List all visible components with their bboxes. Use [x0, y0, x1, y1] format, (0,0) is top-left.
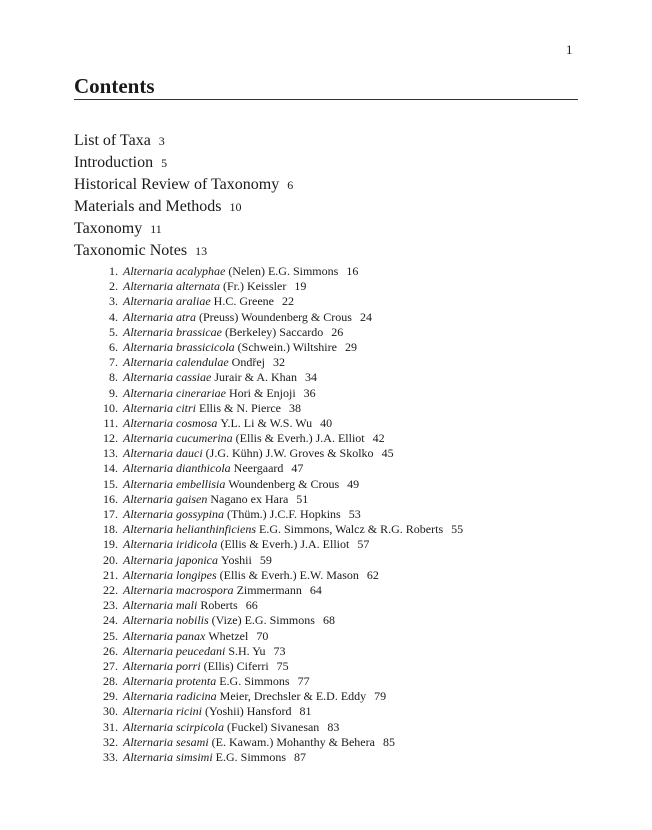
note-page: 34 — [304, 370, 317, 385]
species-name: Alternaria alternata — [123, 279, 220, 294]
note-page: 24 — [359, 309, 372, 324]
species-authority: (Schwein.) Wiltshire — [237, 339, 337, 354]
note-page: 40 — [320, 415, 333, 430]
note-entry — [96, 294, 463, 309]
species-name: Alternaria macrospora — [123, 582, 234, 597]
note-number: 9. — [109, 385, 118, 400]
species-name: Alternaria iridicola — [123, 537, 218, 552]
species-authority: Nagano ex Hara — [210, 491, 289, 506]
note-number: 5. — [109, 324, 118, 339]
note-number: 7. — [109, 355, 118, 370]
note-number: 2. — [109, 279, 118, 294]
note-entry — [96, 325, 463, 340]
section-label: Taxonomy — [74, 220, 143, 237]
note-page: 83 — [327, 719, 340, 734]
note-number: 32. — [103, 734, 118, 749]
note-number: 13. — [103, 446, 118, 461]
species-authority: Ellis & N. Pierce — [199, 400, 281, 415]
note-entry — [96, 598, 463, 613]
section-label: Materials and Methods — [74, 198, 222, 215]
species-name: Alternaria brassicicola — [123, 339, 235, 354]
species-authority: (Ellis & Everh.) J.A. Elliot — [235, 431, 365, 446]
species-name: Alternaria calendulae — [123, 355, 229, 370]
note-number: 6. — [109, 339, 118, 354]
note-entry — [96, 416, 463, 431]
note-number: 22. — [103, 582, 118, 597]
section-entry — [74, 152, 293, 174]
note-page: 73 — [273, 643, 286, 658]
note-page: 42 — [372, 431, 385, 446]
note-number: 31. — [103, 719, 118, 734]
note-number: 25. — [103, 628, 118, 643]
section-page: 11 — [150, 222, 162, 236]
note-entry — [96, 431, 463, 446]
section-entry — [74, 130, 293, 152]
species-name: Alternaria cassiae — [123, 370, 212, 385]
note-entry — [96, 264, 463, 279]
note-page: 64 — [309, 582, 322, 597]
note-entry — [96, 704, 463, 719]
note-number: 27. — [103, 658, 118, 673]
species-authority: (Nelen) E.G. Simmons — [228, 264, 339, 278]
note-page: 36 — [303, 385, 316, 400]
section-entry — [74, 174, 293, 196]
species-name: Alternaria gossypina — [123, 507, 224, 521]
note-number: 21. — [103, 567, 118, 582]
species-name: Alternaria cucumerina — [123, 431, 233, 446]
note-number: 20. — [103, 552, 118, 567]
note-entry — [96, 401, 463, 416]
section-label: Historical Review of Taxonomy — [74, 176, 280, 193]
note-number: 29. — [103, 689, 118, 704]
species-authority: (Ellis) Ciferri — [203, 658, 269, 673]
note-page: 85 — [382, 734, 395, 749]
species-authority: (J.G. Kühn) J.W. Groves & Skolko — [205, 446, 374, 461]
note-page: 26 — [331, 324, 344, 339]
species-authority: (Fr.) Keissler — [223, 279, 287, 294]
note-entry — [96, 310, 463, 325]
note-number: 19. — [103, 537, 118, 552]
note-entry — [96, 461, 463, 476]
note-entry — [96, 674, 463, 689]
section-entry — [74, 218, 293, 240]
species-name: Alternaria atra — [123, 309, 197, 324]
species-authority: (Fuckel) Sivanesan — [227, 719, 320, 734]
species-name: Alternaria gaisen — [123, 491, 208, 506]
note-number: 15. — [103, 476, 118, 491]
species-name: Alternaria araliae — [123, 294, 211, 309]
species-name: Alternaria sesami — [123, 734, 209, 749]
note-number: 17. — [103, 507, 118, 521]
note-number: 4. — [109, 309, 118, 324]
note-page: 79 — [374, 689, 387, 704]
note-entry — [96, 370, 463, 385]
note-page: 68 — [322, 613, 335, 628]
species-name: Alternaria cinerariae — [123, 385, 226, 400]
species-authority: H.C. Greene — [213, 294, 274, 309]
section-label: List of Taxa — [74, 132, 151, 149]
taxonomic-notes-list — [96, 264, 463, 765]
species-name: Alternaria embellisia — [123, 476, 226, 491]
section-entry — [74, 196, 293, 218]
note-entry — [96, 583, 463, 598]
note-number: 11. — [103, 415, 118, 430]
note-number: 8. — [109, 370, 118, 385]
section-page: 6 — [287, 178, 294, 192]
species-name: Alternaria helianthinficiens — [123, 522, 256, 537]
species-name: Alternaria acalyphae — [123, 264, 226, 278]
note-entry — [96, 750, 463, 765]
note-page: 70 — [256, 628, 269, 643]
species-authority: Roberts — [200, 598, 238, 613]
species-authority: Woundenberg & Crous — [228, 476, 340, 491]
note-entry — [96, 507, 463, 522]
species-name: Alternaria mali — [123, 598, 198, 613]
page-number: 1 — [566, 42, 573, 57]
species-authority: (Berkeley) Saccardo — [225, 324, 324, 339]
note-page: 19 — [294, 279, 307, 294]
species-authority: Yoshii — [221, 552, 252, 567]
species-name: Alternaria protenta — [123, 674, 217, 689]
note-entry — [96, 355, 463, 370]
note-number: 1. — [109, 264, 118, 278]
note-entry — [96, 613, 463, 628]
note-number: 10. — [103, 400, 118, 415]
note-number: 30. — [103, 704, 118, 719]
species-name: Alternaria simsimi — [123, 750, 213, 764]
note-entry — [96, 537, 463, 552]
note-entry — [96, 689, 463, 704]
note-page: 51 — [296, 491, 309, 506]
species-authority: (Yoshii) Hansford — [205, 704, 292, 719]
title-rule — [74, 99, 578, 100]
note-entry — [96, 279, 463, 294]
species-authority: S.H. Yu — [228, 643, 266, 658]
note-page: 45 — [381, 446, 394, 461]
species-authority: (E. Kawam.) Mohanthy & Behera — [211, 734, 375, 749]
note-page: 22 — [281, 294, 294, 309]
note-entry — [96, 522, 463, 537]
note-page: 32 — [272, 355, 285, 370]
page-title: Contents — [74, 74, 155, 98]
species-name: Alternaria dauci — [123, 446, 203, 461]
species-authority: Jurair & A. Khan — [214, 370, 297, 385]
species-name: Alternaria porri — [123, 658, 201, 673]
species-authority: Y.L. Li & W.S. Wu — [220, 415, 313, 430]
section-label: Introduction — [74, 154, 154, 171]
note-entry — [96, 446, 463, 461]
note-entry — [96, 386, 463, 401]
note-page: 59 — [259, 552, 272, 567]
section-label: Taxonomic Notes — [74, 242, 188, 259]
note-entry — [96, 568, 463, 583]
species-name: Alternaria japonica — [123, 552, 218, 567]
section-page: 13 — [195, 244, 208, 258]
note-number: 12. — [103, 431, 118, 446]
species-authority: (Ellis & Everh.) E.W. Mason — [219, 567, 359, 582]
section-page: 5 — [161, 156, 168, 170]
note-number: 33. — [103, 750, 118, 764]
note-entry — [96, 492, 463, 507]
species-authority: Zimmermann — [236, 582, 302, 597]
section-list — [74, 130, 293, 262]
species-name: Alternaria radicina — [123, 689, 217, 704]
note-page: 53 — [348, 507, 361, 521]
note-page: 62 — [366, 567, 379, 582]
species-authority: E.G. Simmons, Walcz & R.G. Roberts — [258, 522, 444, 537]
note-page: 66 — [245, 598, 258, 613]
note-number: 26. — [103, 643, 118, 658]
note-page: 77 — [297, 674, 310, 689]
species-authority: Neergaard — [233, 461, 284, 476]
species-name: Alternaria longipes — [123, 567, 217, 582]
note-entry — [96, 477, 463, 492]
species-name: Alternaria ricini — [123, 704, 202, 719]
note-page: 87 — [294, 750, 307, 764]
species-authority: E.G. Simmons — [219, 674, 290, 689]
note-entry — [96, 553, 463, 568]
species-name: Alternaria nobilis — [123, 613, 209, 628]
species-authority: Meier, Drechsler & E.D. Eddy — [219, 689, 367, 704]
species-authority: Whetzel — [208, 628, 249, 643]
species-name: Alternaria panax — [123, 628, 206, 643]
note-entry — [96, 720, 463, 735]
note-number: 14. — [103, 461, 118, 476]
species-authority: (Ellis & Everh.) J.A. Elliot — [220, 537, 350, 552]
note-number: 24. — [103, 613, 118, 628]
note-page: 47 — [291, 461, 304, 476]
note-page: 55 — [451, 522, 464, 537]
species-authority: Hori & Enjoji — [228, 385, 296, 400]
species-name: Alternaria dianthicola — [123, 461, 231, 476]
species-name: Alternaria cosmosa — [123, 415, 218, 430]
species-name: Alternaria citri — [123, 400, 196, 415]
species-name: Alternaria peucedani — [123, 643, 226, 658]
species-authority: (Thüm.) J.C.F. Hopkins — [227, 507, 341, 521]
species-authority: (Vize) E.G. Simmons — [211, 613, 315, 628]
species-name: Alternaria brassicae — [123, 324, 222, 339]
section-entry — [74, 240, 293, 262]
section-page: 10 — [229, 200, 242, 214]
note-page: 75 — [276, 658, 289, 673]
note-number: 18. — [103, 522, 118, 537]
note-page: 81 — [299, 704, 312, 719]
note-number: 3. — [109, 294, 118, 309]
note-number: 16. — [103, 491, 118, 506]
note-entry — [96, 644, 463, 659]
note-entry — [96, 735, 463, 750]
note-page: 16 — [346, 264, 359, 278]
note-number: 28. — [103, 674, 118, 689]
note-page: 29 — [344, 339, 357, 354]
species-name: Alternaria scirpicola — [123, 719, 224, 734]
species-authority: Ondřej — [231, 355, 265, 370]
note-page: 49 — [347, 476, 360, 491]
species-authority: (Preuss) Woundenberg & Crous — [199, 309, 352, 324]
note-entry — [96, 659, 463, 674]
note-entry — [96, 629, 463, 644]
section-page: 3 — [158, 134, 165, 148]
note-number: 23. — [103, 598, 118, 613]
note-entry — [96, 340, 463, 355]
species-authority: E.G. Simmons — [215, 750, 287, 764]
note-page: 38 — [288, 400, 301, 415]
note-page: 57 — [357, 537, 370, 552]
